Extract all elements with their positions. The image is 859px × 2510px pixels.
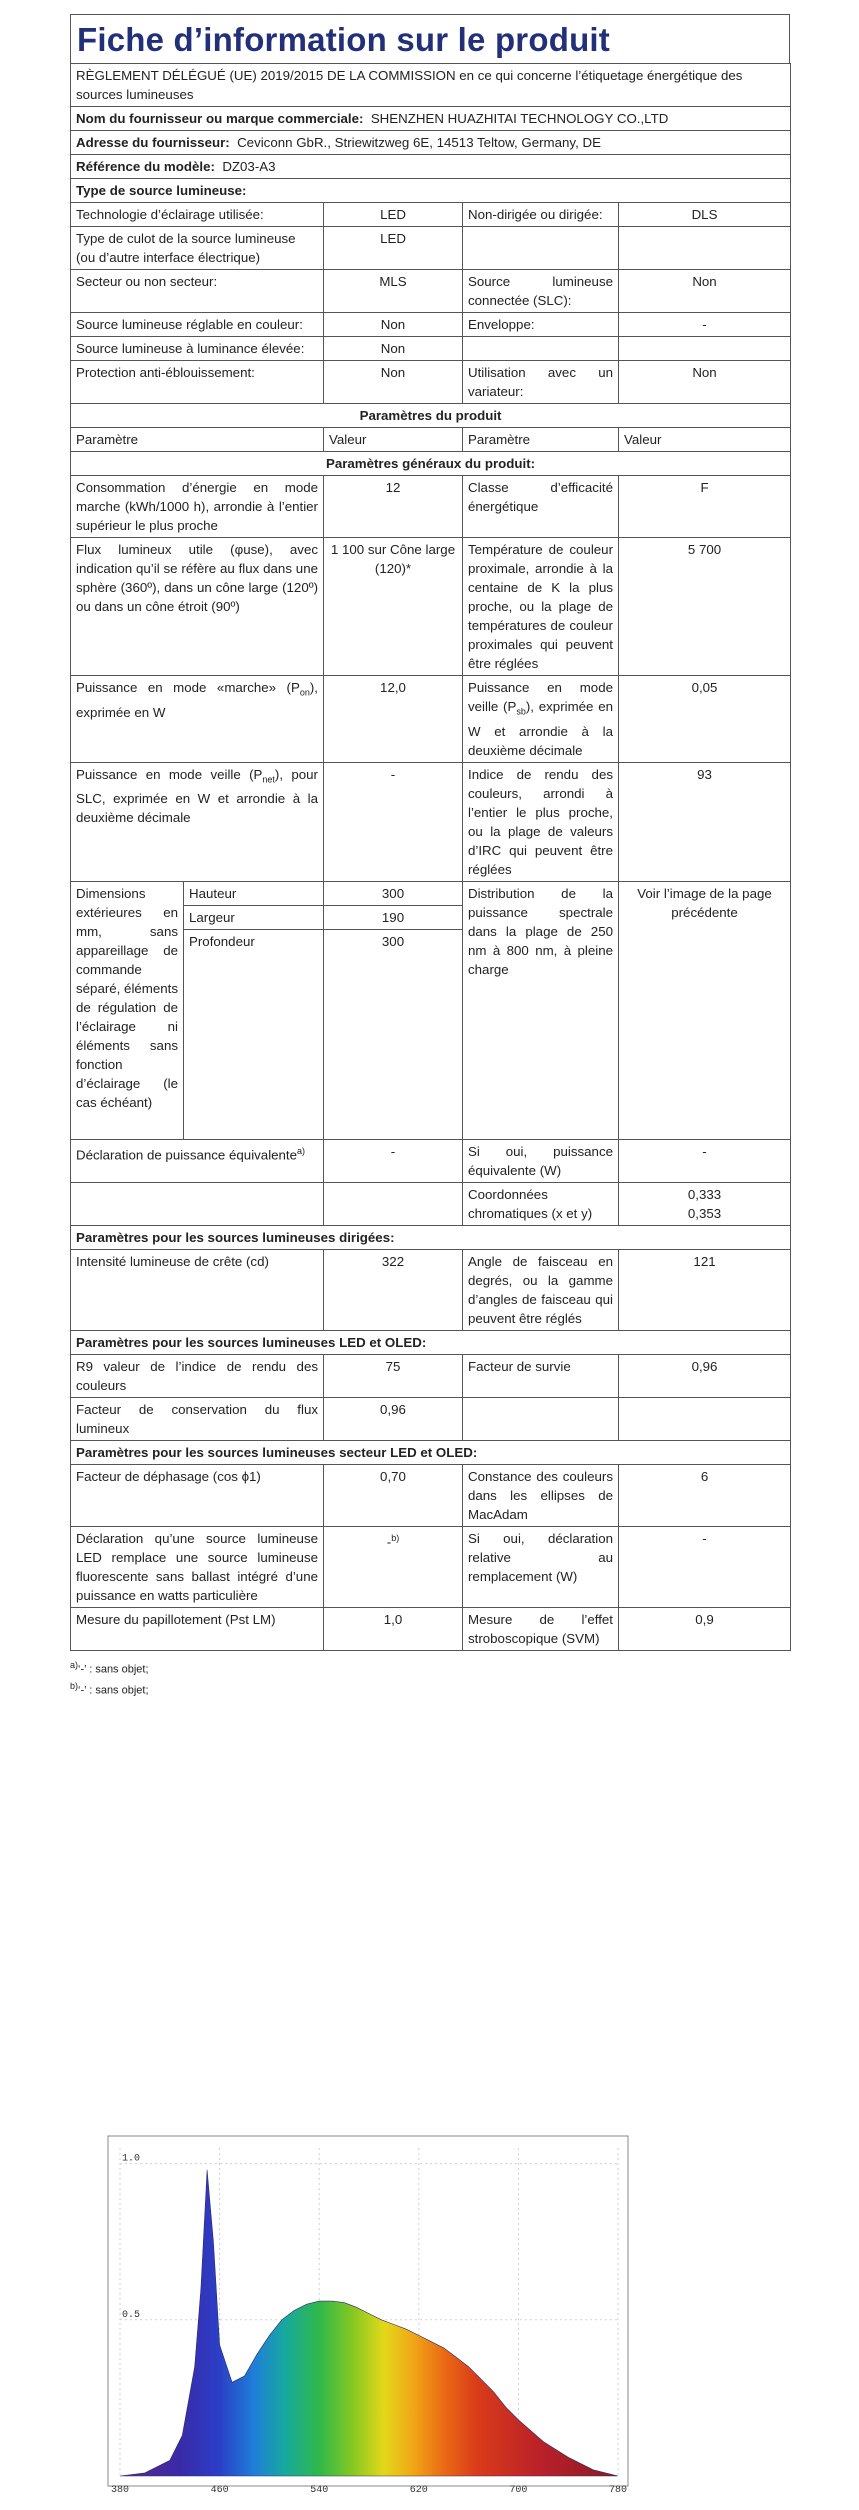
- equivalent-watts-value: -: [619, 1139, 791, 1182]
- equivalent-watts-label: Si oui, puissance équivalente (W): [463, 1139, 619, 1182]
- supplier-label: Nom du fournisseur ou marque commerciale:: [76, 111, 364, 126]
- cap-label-line: Type de culot de la source lumineuse: [76, 231, 296, 246]
- chromaticity-x: 0,333: [687, 1186, 722, 1202]
- depth-value: 300: [324, 929, 463, 1139]
- empty-cell: [324, 1182, 463, 1225]
- macadam-label: Constance des couleurs dans les ellipses de MacAdam: [463, 1464, 619, 1526]
- empty-cell: [619, 1397, 791, 1440]
- macadam-value: 6: [619, 1464, 791, 1526]
- cct-value: 5 700: [619, 538, 791, 676]
- subscript: sb: [516, 706, 526, 717]
- cct-label: Température de couleur proximale, arrondie à la centaine de K la plus proche, ou la plage de températures de couleur proximales qui peuvent être réglées: [463, 538, 619, 676]
- cap-value: LED: [324, 227, 463, 270]
- supplier-row: [71, 107, 791, 131]
- replacement-watts-value: -: [619, 1526, 791, 1607]
- envelope-label: Enveloppe:: [463, 313, 619, 337]
- label-part: Puissance en mode veille (P: [468, 680, 613, 714]
- product-information-sheet: [70, 14, 790, 1700]
- cri-value: 93: [619, 762, 791, 881]
- empty-cell: [619, 227, 791, 270]
- page-title: Fiche d’information sur le produit: [70, 14, 790, 63]
- replacement-value: [324, 1526, 463, 1607]
- standby-power-label: [463, 676, 619, 763]
- x-tick-label: 780: [608, 2485, 628, 2496]
- column-header: Valeur: [619, 428, 791, 452]
- x-tick-label: 700: [509, 2485, 528, 2496]
- power-factor-value: 0,70: [324, 1464, 463, 1526]
- peak-intensity-value: 322: [324, 1249, 463, 1330]
- survival-value: 0,96: [619, 1354, 791, 1397]
- x-tick-label: 380: [110, 2485, 130, 2496]
- replacement-label: Déclaration qu’une source lumineuse LED remplace une source lumineuse fluorescente sans ballast intégré d’une puissance en watts particulière: [71, 1526, 324, 1607]
- footnote-mark: b): [391, 1532, 400, 1543]
- value-text: -: [386, 1534, 392, 1550]
- empty-cell: [463, 227, 619, 270]
- high-luminance-label: Source lumineuse à luminance élevée:: [71, 337, 324, 361]
- address-label: Adresse du fournisseur:: [76, 135, 230, 150]
- section-header: Type de source lumineuse:: [71, 179, 791, 203]
- chromaticity-value: [619, 1182, 791, 1225]
- footnote-text: ‘-’ : sans objet;: [78, 1663, 149, 1676]
- r9-value: 75: [324, 1354, 463, 1397]
- depth-label: Profondeur: [184, 929, 324, 1139]
- flicker-label: Mesure du papillotement (Pst LM): [71, 1607, 324, 1650]
- directional-value: DLS: [619, 203, 791, 227]
- footnotes: [70, 1657, 790, 1700]
- x-tick-label: 460: [210, 2485, 229, 2496]
- x-axis-ticks: [111, 2485, 627, 2496]
- peak-intensity-label: Intensité lumineuse de crête (cd): [71, 1249, 324, 1330]
- section-header: Paramètres pour les sources lumineuses LED et OLED:: [71, 1330, 791, 1354]
- spd-label: Distribution de la puissance spectrale dans la plage de 250 nm à 800 nm, à pleine charge: [463, 881, 619, 1139]
- empty-cell: [463, 337, 619, 361]
- label-part: ), exprimée en W: [76, 680, 318, 720]
- label-part: ), exprimée en W et arrondie à la deuxième décimale: [468, 699, 613, 758]
- subscript: on: [299, 687, 310, 698]
- slc-value: Non: [619, 270, 791, 313]
- lumen-maintenance-label: Facteur de conservation du flux lumineux: [71, 1397, 324, 1440]
- label-part: Puissance en mode veille (P: [76, 766, 263, 782]
- product-table: [70, 63, 791, 1651]
- colour-label: Source lumineuse réglable en couleur:: [71, 313, 324, 337]
- subscript: net: [262, 774, 275, 785]
- class-label: Classe d’efficacité énergétique: [463, 476, 619, 538]
- svm-value: 0,9: [619, 1607, 791, 1650]
- model-row: [71, 155, 791, 179]
- beam-angle-value: 121: [619, 1249, 791, 1330]
- on-power-label: [71, 676, 324, 763]
- chromaticity-y: 0,353: [687, 1205, 722, 1221]
- colour-value: Non: [324, 313, 463, 337]
- width-value: 190: [324, 905, 463, 929]
- model-label: Référence du modèle:: [76, 159, 215, 174]
- cri-label: Indice de rendu des couleurs, arrondi à l’entier le plus proche, ou la plage de valeurs d’IRC qui peuvent être réglées: [463, 762, 619, 881]
- directional-label: Non-dirigée ou dirigée:: [463, 203, 619, 227]
- empty-cell: [463, 1397, 619, 1440]
- r9-label: R9 valeur de l’indice de rendu des couleurs: [71, 1354, 324, 1397]
- equivalent-power-label: [71, 1139, 324, 1182]
- y-tick-label: 0.5: [122, 2309, 141, 2321]
- lumen-maintenance-value: 0,96: [324, 1397, 463, 1440]
- footnote-b: [70, 1678, 790, 1700]
- mains-label: Secteur ou non secteur:: [71, 270, 324, 313]
- label-part: Puissance en mode «marche» (P: [76, 680, 300, 695]
- label-part: ), pour SLC, exprimée en W et arrondie à la deuxième décimale: [76, 766, 318, 826]
- model-value: DZ03-A3: [222, 159, 276, 174]
- cap-label: [71, 227, 324, 270]
- power-factor-label: Facteur de déphasage (cos ϕ1): [71, 1464, 324, 1526]
- supplier-value: SHENZHEN HUAZHITAI TECHNOLOGY CO.,LTD: [370, 111, 669, 126]
- column-header: Paramètre: [71, 428, 324, 452]
- flicker-value: 1,0: [324, 1607, 463, 1650]
- svm-label: Mesure de l’effet stroboscopique (SVM): [463, 1607, 619, 1650]
- equivalent-power-value: -: [324, 1139, 463, 1182]
- high-luminance-value: Non: [324, 337, 463, 361]
- footnote-mark: a): [70, 1659, 79, 1670]
- beam-angle-label: Angle de faisceau en degrés, ou la gamme d’angles de faisceau qui peuvent être réglés: [463, 1249, 619, 1330]
- height-label: Hauteur: [184, 881, 324, 905]
- x-tick-label: 620: [409, 2485, 428, 2496]
- column-header: Paramètre: [463, 428, 619, 452]
- flux-label: Flux lumineux utile (φuse), avec indication qu’il se réfère au flux dans une sphère (360º), dans un cône large (120º) ou dans un cône étroit (90º): [71, 538, 324, 676]
- slc-label: Source lumineuse connectée (SLC):: [463, 270, 619, 313]
- mains-value: MLS: [324, 270, 463, 313]
- glare-value: Non: [324, 361, 463, 404]
- empty-cell: [71, 1182, 324, 1225]
- chromaticity-label: Coordonnées chromatiques (x et y): [463, 1182, 619, 1225]
- label-part: Déclaration de puissance équivalente: [76, 1147, 298, 1163]
- tech-label: Technologie d’éclairage utilisée:: [71, 203, 324, 227]
- column-header: Valeur: [324, 428, 463, 452]
- dimmable-value: Non: [619, 361, 791, 404]
- net-standby-label: [71, 762, 324, 881]
- class-value: F: [619, 476, 791, 538]
- energy-value: 12: [324, 476, 463, 538]
- section-header: Paramètres pour les sources lumineuses dirigées:: [71, 1225, 791, 1249]
- dimmable-label: Utilisation avec un variateur:: [463, 361, 619, 404]
- net-standby-value: -: [324, 762, 463, 881]
- footnote-text: ‘-’ : sans objet;: [78, 1684, 149, 1697]
- section-header: Paramètres généraux du produit:: [71, 452, 791, 476]
- dimensions-label: Dimensions extérieures en mm, sans appareillage de commande séparé, éléments de régulation de l’éclairage ni éléments sans fonction d’éclairage (le cas échéant): [71, 881, 184, 1139]
- survival-label: Facteur de survie: [463, 1354, 619, 1397]
- envelope-value: -: [619, 313, 791, 337]
- address-value: Ceviconn GbR., Striewitzweg 6E, 14513 Teltow, Germany, DE: [237, 135, 601, 150]
- standby-power-value: 0,05: [619, 676, 791, 763]
- width-label: Largeur: [184, 905, 324, 929]
- y-tick-label: 1.0: [122, 2153, 141, 2165]
- cap-label-line: (ou d’autre interface électrique): [76, 250, 261, 265]
- energy-label: Consommation d’énergie en mode marche (kWh/1000 h), arrondie à l’entier supérieur le plus proche: [71, 476, 324, 538]
- footnote-a: [70, 1657, 790, 1679]
- on-power-value: 12,0: [324, 676, 463, 763]
- footnote-mark: a): [297, 1145, 306, 1156]
- flux-value: 1 100 sur Cône large (120)*: [324, 538, 463, 676]
- replacement-watts-label: Si oui, déclaration relative au remplacement (W): [463, 1526, 619, 1607]
- regulation-text: RÈGLEMENT DÉLÉGUÉ (UE) 2019/2015 DE LA COMMISSION en ce qui concerne l’étiquetage énergétique des sources lumineuses: [71, 64, 791, 107]
- spectral-distribution-chart: [90, 2108, 650, 2508]
- tech-value: LED: [324, 203, 463, 227]
- height-value: 300: [324, 881, 463, 905]
- spd-value: Voir l’image de la page précédente: [619, 881, 791, 1139]
- footnote-mark: b): [70, 1681, 79, 1692]
- x-tick-label: 540: [310, 2485, 329, 2496]
- address-row: [71, 131, 791, 155]
- empty-cell: [619, 337, 791, 361]
- section-header: Paramètres pour les sources lumineuses secteur LED et OLED:: [71, 1440, 791, 1464]
- section-header: Paramètres du produit: [71, 404, 791, 428]
- glare-label: Protection anti-éblouissement:: [71, 361, 324, 404]
